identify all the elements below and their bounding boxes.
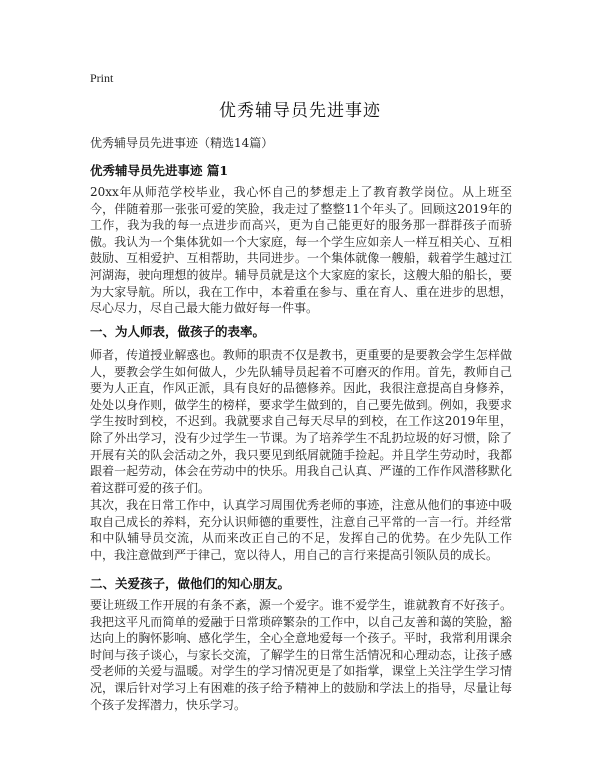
page-title: 优秀辅导员先进事迹 [219,101,381,121]
print-label[interactable]: Print [90,71,114,85]
paragraph-role-model: 师者，传道授业解惑也。教师的职责不仅是教书，更重要的是要教会学生怎样做人，要教会学生如何做人，少先队辅导员起着不可磨灭的作用。首先，教师自己要为人正直，作风正派，具有良好的品德修养。因此，我很注意提高自身修养，处处以身作则，做学生的榜样，要求学生做到的，自己要先做到。例如，我要求学生按时到校，不迟到。我就要求自己每天尽早的到校，在工作这2019年里，除了外出学习，没有少过学生一节课。为了培养学生不乱扔垃圾的好习惯，除了开展有关的队会活动之外，我只要见到纸屑就随手捡起。并且学生劳动时，我都跟着一起劳动，体会在劳动中的快乐。用我自己认真、严谨的工作作风潜移默化着这群可爱的孩子们。 [90,348,512,495]
paragraph-care: 要让班级工作开展的有条不紊，源一个爱字。谁不爱学生，谁就教育不好孩子。我把这平凡而简单的爱融于日常琐碎繁杂的工作中，以自己友善和蔼的笑脸，豁达向上的胸怀影响、感化学生，全心全意地爱每一个孩子。平时，我常利用课余时间与孩子谈心，与家长交流，了解学生的日常生活情况和心理动态，让孩子感受老师的关爱与温暖。对学生的学习情况更是了如指掌，课堂上关注学生学习情况，课后针对学习上有困难的孩子给予精神上的鼓励和学法上的指导，尽量让每个孩子发挥潜力，快乐学习。 [90,598,512,712]
document-subtitle: 优秀辅导员先进事迹（精选14篇） [90,136,274,150]
paragraph-intro: 20xx年从师范学校毕业，我心怀自己的梦想走上了教育教学岗位。从上班至今，伴随着那一张张可爱的笑脸，我走过了整整11个年头了。回顾这2019年的工作，我为我的每一点进步而高兴，更为自己能更好的服务那一群群孩子而骄傲。我认为一个集体犹如一个大家庭，每一个学生应如亲人一样互相关心、互相鼓励、互相爱护、互相帮助，共同进步。一个集体就像一艘船，载着学生越过江河湖海，驶向理想的彼岸。辅导员就是这个大家庭的家长，这艘大船的船长，要为大家导航。所以，我在工作中，本着重在参与、重在育人、重在进步的思想，尽心尽力，尽自己最大能力做好每一件事。 [90,185,512,316]
heading-role-model: 一、为人师表，做孩子的表率。 [90,324,266,339]
paragraph-self-growth: 其次，我在日常工作中，认真学习周围优秀老师的事迹，注意从他们的事迹中吸取自己成长的养料，充分认识师德的重要性，注意自己平常的一言一行。并经常和中队辅导员交流，从而来改正自己的不足，发挥自己的优势。在少先队工作中，我注意做到严于律己，宽以待人，用自己的言行来提高引领队员的成长。 [90,498,512,562]
section-title: 优秀辅导员先进事迹 篇1 [90,163,229,178]
heading-care: 二、关爱孩子，做他们的知心朋友。 [90,576,291,591]
